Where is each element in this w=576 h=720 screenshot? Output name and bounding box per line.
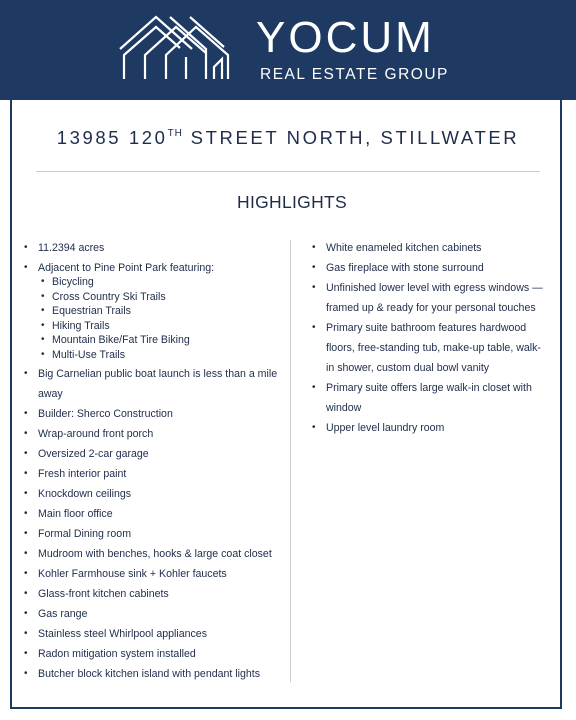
list-item: • Knockdown ceilings	[24, 484, 286, 504]
sub-list-item: • Bicycling	[38, 275, 286, 290]
list-item: • Upper level laundry room	[312, 418, 548, 438]
list-item: • Main floor office	[24, 504, 286, 524]
sub-list-item: • Equestrian Trails	[38, 304, 286, 319]
column-divider	[290, 240, 291, 682]
property-address	[0, 127, 576, 149]
list-item: • Wrap-around front porch	[24, 424, 286, 444]
list-item: • Primary suite offers large walk-in closet with window	[312, 378, 548, 418]
list-item: • Unfinished lower level with egress windows — framed up & ready for your personal touches	[312, 278, 548, 318]
list-item-label: Adjacent to Pine Point Park featuring:	[38, 262, 215, 274]
address-street: STREET NORTH, STILLWATER	[182, 127, 520, 148]
park-features-list	[38, 275, 286, 362]
list-item: • Formal Dining room	[24, 524, 286, 544]
list-item: • Kohler Farmhouse sink + Kohler faucets	[24, 564, 286, 584]
list-item: • Mudroom with benches, hooks & large coat closet	[24, 544, 286, 564]
address-ordinal: TH	[167, 128, 183, 139]
sub-list-item: • Hiking Trails	[38, 319, 286, 334]
highlights-list-right	[312, 238, 548, 438]
highlights-list-left	[24, 238, 286, 684]
list-item: • Fresh interior paint	[24, 464, 286, 484]
list-item: • Stainless steel Whirlpool appliances	[24, 624, 286, 644]
divider-rule	[36, 171, 540, 172]
address-number: 13985 120	[56, 127, 168, 148]
section-title: HIGHLIGHTS	[237, 192, 347, 212]
sub-list-item: • Cross Country Ski Trails	[38, 290, 286, 305]
list-item: • Radon mitigation system installed	[24, 644, 286, 664]
list-item: • Gas fireplace with stone surround	[312, 258, 548, 278]
list-item: • Gas range	[24, 604, 286, 624]
list-item: • 11.2394 acres	[24, 238, 286, 258]
list-item: • White enameled kitchen cabinets	[312, 238, 548, 258]
sub-list-item: • Mountain Bike/Fat Tire Biking	[38, 333, 286, 348]
list-item: • Oversized 2-car garage	[24, 444, 286, 464]
header-banner	[0, 0, 576, 100]
list-item: • Big Carnelian public boat launch is less than a mile away	[24, 364, 286, 404]
list-item: • Primary suite bathroom features hardwood floors, free-standing tub, make-up table, walk-in shower, custom dual bowl vanity	[312, 318, 548, 378]
brand-subtitle: REAL ESTATE GROUP	[260, 66, 449, 83]
sub-list-item: • Multi-Use Trails	[38, 348, 286, 363]
list-item: • Builder: Sherco Construction	[24, 404, 286, 424]
house-outline-logo-icon	[118, 15, 244, 81]
list-item: • Butcher block kitchen island with pendant lights	[24, 664, 286, 684]
list-item-park	[24, 258, 286, 362]
list-item: • Glass-front kitchen cabinets	[24, 584, 286, 604]
brand-name: YOCUM	[256, 13, 435, 62]
